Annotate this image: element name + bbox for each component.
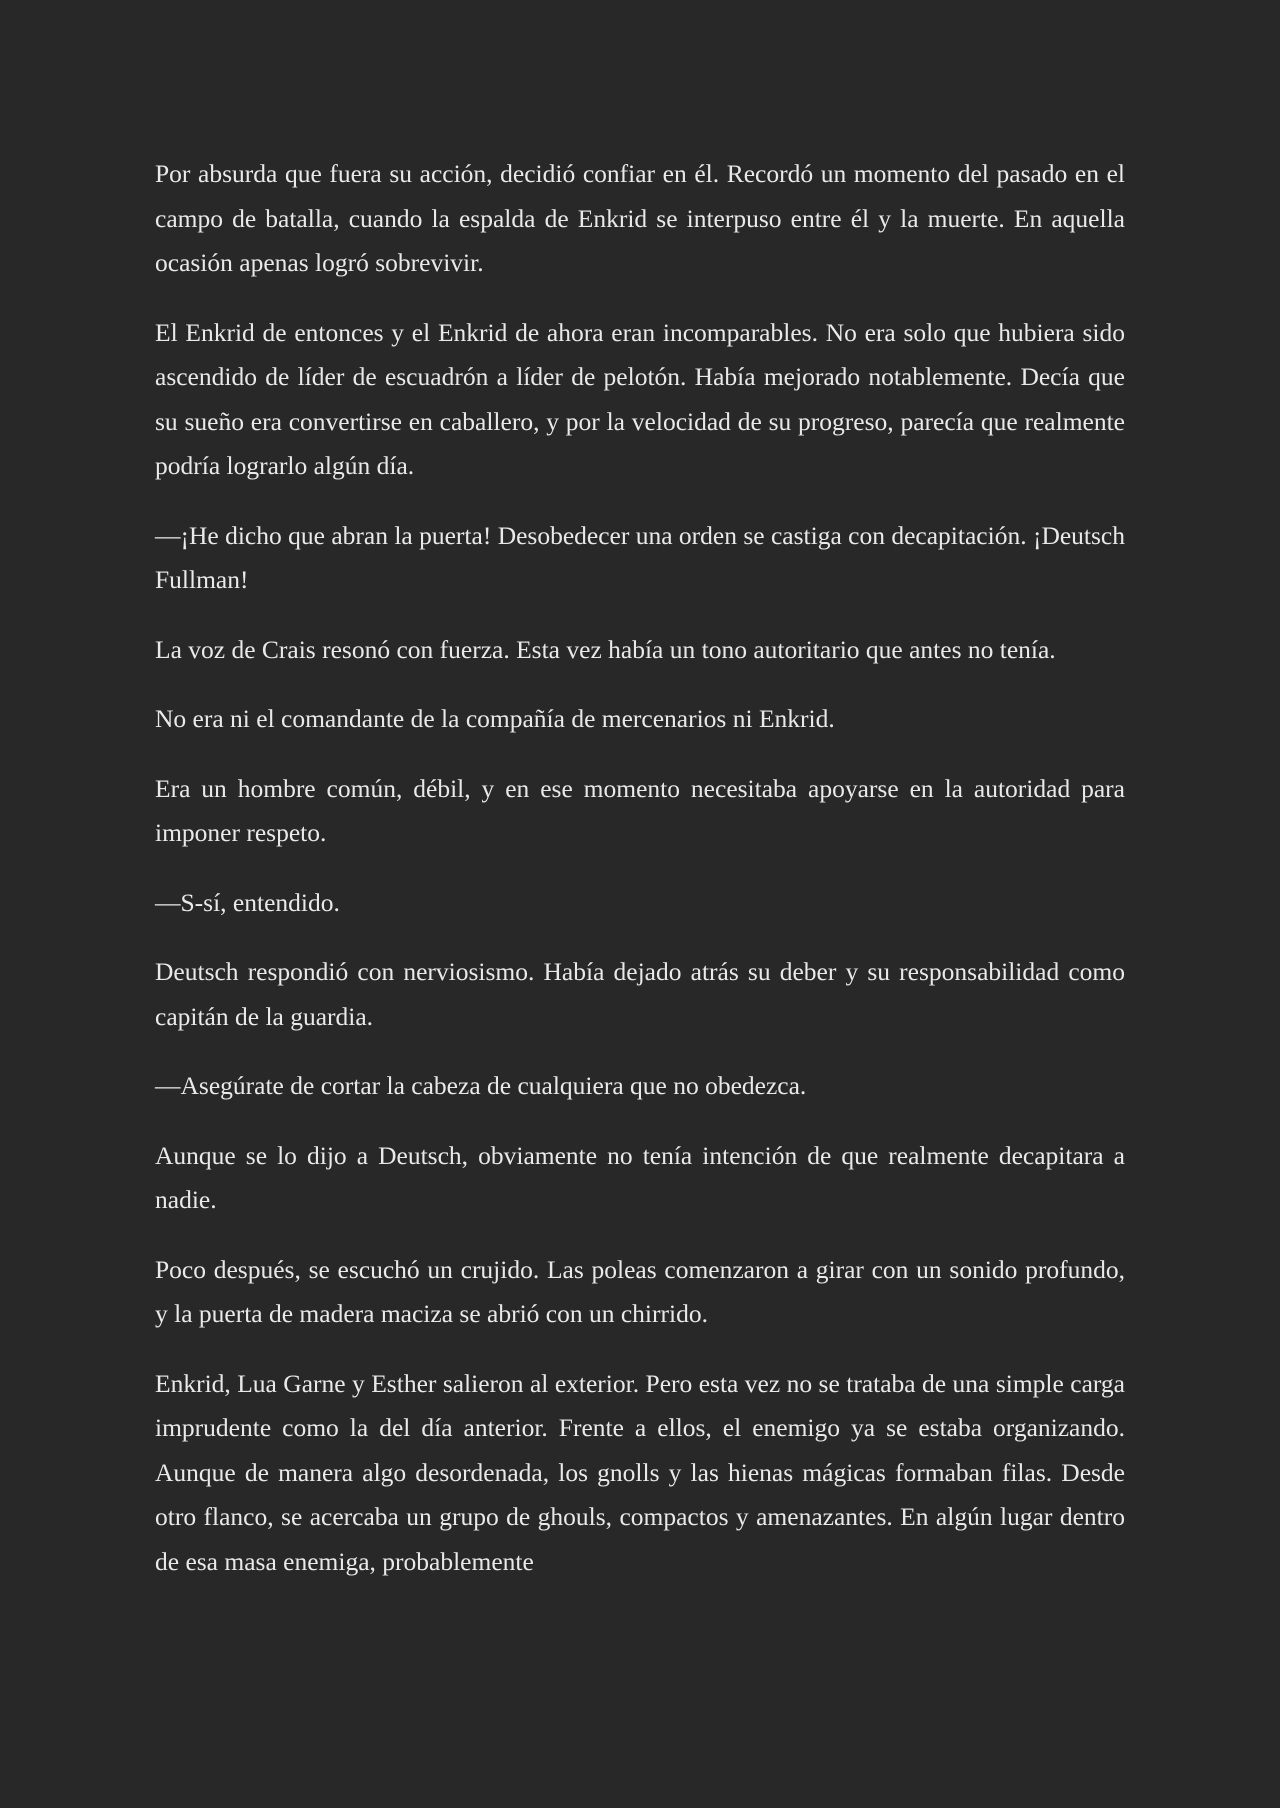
paragraph-11: Poco después, se escuchó un crujido. Las poleas comenzaron a girar con un sonido profundo, y la puerta de madera maciza se abrió con un chirrido.	[155, 1254, 1125, 1328]
paragraph-3: —¡He dicho que abran la puerta! Desobedecer una orden se castiga con decapitación. ¡Deutsch Fullman!	[155, 520, 1125, 594]
paragraph-6: Era un hombre común, débil, y en ese momento necesitaba apoyarse en la autoridad para imponer respeto.	[155, 773, 1125, 847]
paragraph-5: No era ni el comandante de la compañía de mercenarios ni Enkrid.	[155, 704, 835, 733]
paragraph-2: El Enkrid de entonces y el Enkrid de ahora eran incomparables. No era solo que hubiera sido ascendido de líder de escuadrón a líder de pelotón. Había mejorado notablemente. Decía que su sueño era convertirse en caballero, y por la velocidad de su progreso, parecía que realmente podría lograrlo algún día.	[155, 317, 1125, 480]
paragraph-9: —Asegúrate de cortar la cabeza de cualquiera que no obedezca.	[155, 1071, 807, 1100]
paragraph-1: Por absurda que fuera su acción, decidió confiar en él. Recordó un momento del pasado en el campo de batalla, cuando la espalda de Enkrid se interpuso entre él y la muerte. En aquella ocasión apenas logró sobrevivir.	[155, 159, 1125, 277]
paragraph-10: Aunque se lo dijo a Deutsch, obviamente no tenía intención de que realmente decapitara a nadie.	[155, 1140, 1125, 1214]
page-text	[155, 152, 1125, 1609]
paragraph-12: Enkrid, Lua Garne y Esther salieron al exterior. Pero esta vez no se trataba de una simple carga imprudente como la del día anterior. Frente a ellos, el enemigo ya se estaba organizando. Aunque de manera algo desordenada, los gnolls y las hienas mágicas formaban filas. Desde otro flanco, se acercaba un grupo de ghouls, compactos y amenazantes. En algún lugar dentro de esa masa enemiga, probablemente	[155, 1368, 1125, 1576]
paragraph-4: La voz de Crais resonó con fuerza. Esta vez había un tono autoritario que antes no tenía.	[155, 634, 1056, 664]
paragraph-7: —S-sí, entendido.	[155, 887, 340, 917]
paragraph-8: Deutsch respondió con nerviosismo. Había dejado atrás su deber y su responsabilidad como capitán de la guardia.	[155, 957, 1125, 1031]
